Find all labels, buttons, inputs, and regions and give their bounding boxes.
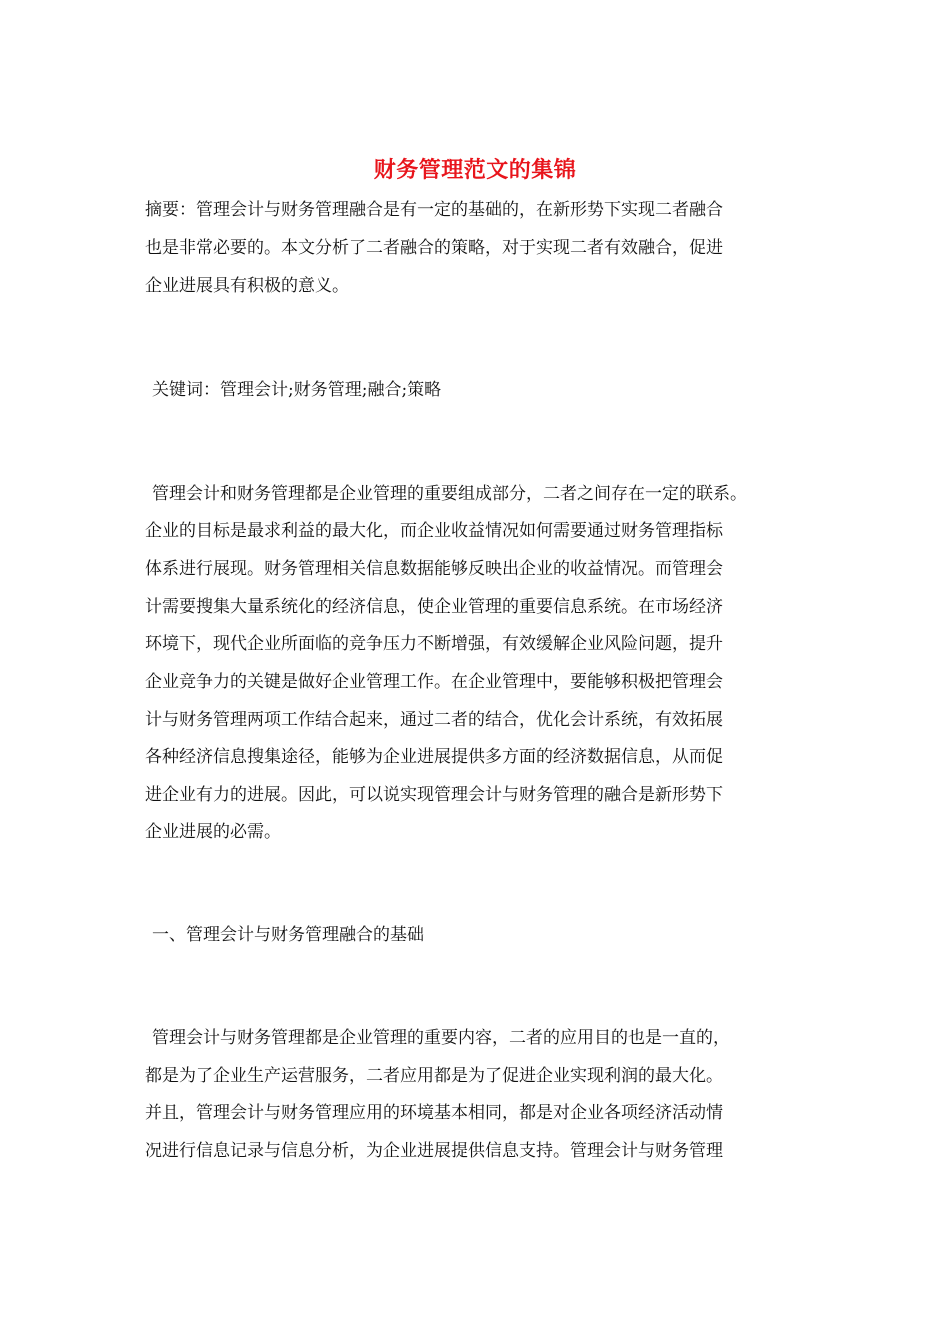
keywords: 关键词：管理会计;财务管理;融合;策略: [152, 380, 442, 400]
paragraph-line: 体系进行展现。财务管理相关信息数据能够反映出企业的收益情况。而管理会: [145, 559, 723, 579]
paragraph-line: 企业竞争力的关键是做好企业管理工作。在企业管理中，要能够积极把管理会: [145, 672, 723, 692]
paragraph-line: 计需要搜集大量系统化的经济信息，使企业管理的重要信息系统。在市场经济: [145, 597, 723, 617]
paragraph-line: 进企业有力的进展。因此，可以说实现管理会计与财务管理的融合是新形势下: [145, 785, 723, 805]
paragraph-line: 各种经济信息搜集途径，能够为企业进展提供多方面的经济数据信息，从而促: [145, 747, 723, 767]
abstract-line: 企业进展具有积极的意义。: [145, 276, 349, 296]
paragraph-line: 管理会计和财务管理都是企业管理的重要组成部分，二者之间存在一定的联系。: [152, 484, 747, 504]
paragraph-line: 管理会计与财务管理都是企业管理的重要内容，二者的应用目的也是一直的，: [152, 1028, 730, 1048]
paragraph-line: 企业的目标是最求利益的最大化，而企业收益情况如何需要通过财务管理指标: [145, 521, 723, 541]
paragraph-line: 况进行信息记录与信息分析，为企业进展提供信息支持。管理会计与财务管理: [145, 1141, 723, 1161]
paragraph-line: 环境下，现代企业所面临的竞争压力不断增强，有效缓解企业风险问题，提升: [145, 634, 723, 654]
abstract-line: 也是非常必要的。本文分析了二者融合的策略，对于实现二者有效融合，促进: [145, 238, 723, 258]
document-title: 财务管理范文的集锦: [373, 157, 577, 183]
paragraph-line: 并且，管理会计与财务管理应用的环境基本相同，都是对企业各项经济活动情: [145, 1103, 723, 1123]
section-heading: 一、管理会计与财务管理融合的基础: [152, 925, 424, 945]
paragraph-line: 计与财务管理两项工作结合起来，通过二者的结合，优化会计系统，有效拓展: [145, 710, 723, 730]
paragraph-line: 都是为了企业生产运营服务，二者应用都是为了促进企业实现利润的最大化。: [145, 1066, 723, 1086]
paragraph-line: 企业进展的必需。: [145, 822, 281, 842]
abstract-line: 摘要：管理会计与财务管理融合是有一定的基础的，在新形势下实现二者融合: [145, 200, 723, 220]
